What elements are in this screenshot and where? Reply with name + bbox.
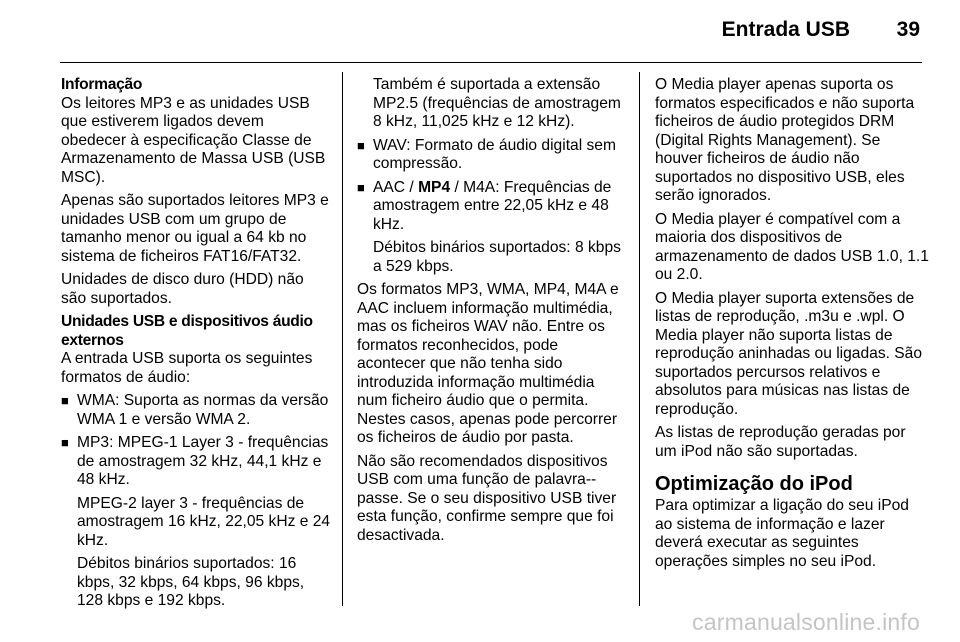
list-item-mp3: ■ MP3: MPEG-1 Layer 3 - frequências de amostragem 32 kHz, 44,1 kHz e 48 kHz. [61, 434, 333, 490]
list-subparagraph: MPEG-2 layer 3 - frequências de amostragem 16 kHz, 22,05 kHz e 24 kHz. [77, 494, 331, 549]
paragraph: Não são recomendados dispositivos USB com uma função de palavra--passe. Se o seu dispositivo USB tiver esta função, confirme sempre que foi desactivada. [357, 452, 617, 544]
column-left [61, 76, 333, 616]
paragraph: A entrada USB suporta os seguintes formatos de áudio: [61, 350, 313, 386]
list-item-aac [357, 179, 627, 235]
column-middle [357, 76, 627, 550]
paragraph: O Media player suporta extensões de listas de reprodução, .m3u e .wpl. O Media player não suporta listas de reprodução aninhadas ou ligadas. São suportados percursos relativos e absolutos para músicas nas listas de reprodução. [655, 289, 923, 418]
paragraph: Os formatos MP3, WMA, MP4, M4A e AAC incluem informação multimédia, mas os ficheiros WAV não. Entre os formatos reconhecidos, pode acontecer que não tenha sido introduzida informação multimédia num ficheiro áudio que o permita. Nestes casos, apenas pode percorrer os ficheiros de áudio por pasta. [357, 281, 619, 446]
format-list [357, 137, 627, 235]
heading-info: Informação [61, 76, 143, 93]
page-number: 39 [896, 18, 920, 41]
paragraph: O Media player apenas suporta os formatos especificados e não suporta ficheiros de áudio protegidos DRM (Digital Rights Management). Se houver ficheiros de áudio não suportados no dispositivo USB, eles serão ignorados. [655, 76, 915, 204]
aac-bold: MP4 [418, 178, 451, 196]
page-title: Entrada USB [721, 18, 850, 41]
paragraph: Para optimizar a ligação do seu iPod ao sistema de informação e lazer deverá executar as seguintes operações simples no seu iPod. [655, 497, 909, 570]
aac-suffix: / M4A: Frequências de amostragem entre 22,05 kHz e 48 kHz. [373, 178, 612, 233]
list-item-wav: ■ WAV: Formato de áudio digital sem compressão. [357, 137, 627, 174]
format-list [61, 392, 333, 490]
paragraph: Apenas são suportados leitores MP3 e unidades USB com um grupo de tamanho menor ou igual a 64 kb no sistema de ficheiros FAT16/FAT32. [61, 192, 329, 265]
list-subparagraph: Débitos binários suportados: 16 kbps, 32 kbps, 64 kbps, 96 kbps, 128 kbps e 192 kbps. [77, 555, 305, 609]
paragraph: O Media player é compatível com a maioria dos dispositivos de armazenamento de dados USB 1.0, 1.1 ou 2.0. [655, 210, 929, 283]
column-divider [639, 72, 640, 606]
paragraph: As listas de reprodução geradas por um iPod não são suportadas. [655, 424, 906, 460]
heading-devices: Unidades USB e dispositivos áudio externos [61, 313, 313, 349]
aac-prefix: AAC / [373, 178, 419, 196]
heading-ipod: Optimização do iPod [655, 473, 853, 495]
column-divider [342, 72, 343, 606]
watermark: carmanualsonline.info [692, 609, 920, 635]
paragraph: Unidades de disco duro (HDD) não são suportados. [61, 271, 304, 307]
list-subparagraph: Débitos binários suportados: 8 kbps a 529 kbps. [373, 239, 621, 275]
paragraph: Os leitores MP3 e as unidades USB que estiverem ligados devem obedecer à especificação Classe de Armazenamento de Massa USB (USB MSC). [61, 94, 326, 186]
list-item-wma: ■ WMA: Suporta as normas da versão WMA 1 e versão WMA 2. [61, 392, 333, 429]
header-rule [60, 62, 922, 63]
column-right [655, 76, 930, 576]
list-subparagraph: Também é suportada a extensão MP2.5 (frequências de amostragem 8 kHz, 11,025 kHz e 12 kHz). [373, 76, 621, 130]
